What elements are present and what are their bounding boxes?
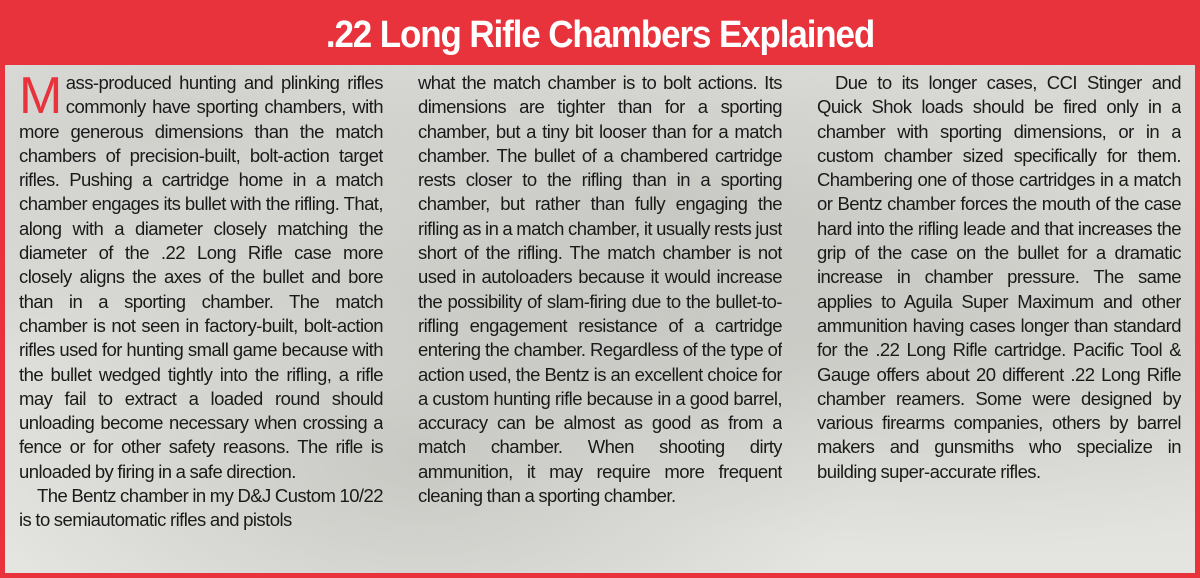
sidebar-title: .22 Long Rifle Chambers Explained xyxy=(325,13,875,56)
column-2 xyxy=(418,71,782,571)
column-1-paragraph-1 xyxy=(19,71,383,484)
drop-cap: M xyxy=(19,71,62,125)
column-2-paragraph-1: what the match chamber is to bolt actions. Its dimensions are tighter than for a sporting chamber, but a tiny bit looser than for a match chamber. The bullet of a chambered cartridge rests closer to the rifling than in a sporting chamber, but rather than fully engaging the rifling as in a match chamber, it usually rests just short of the rifling. The match chamber is not used in autoloaders because it would increase the possibility of slam-firing due to the bullet-to-rifling engagement resistance of a cartridge entering the chamber. Regardless of the type of action used, the Bentz is an excellent choice for a custom hunting rifle because in a good barrel, accuracy can be almost as good as from a match chamber. When shooting dirty ammunition, it may require more frequent cleaning than a sporting chamber. xyxy=(418,72,782,507)
column-3 xyxy=(817,71,1181,571)
column-1-paragraph-1-text: ass-produced hunting and plinking rifles commonly have sporting chambers, with more generous dimensions than the match chambers of precision-built, bolt-action target rifles. Pushing a cartridge home in a match chamber engages its bullet with the rifling. That, along with a diameter closely matching the diameter of the .22 Long Rifle case more closely aligns the axes of the bullet and bore than in a sporting chamber. The match chamber is not seen in factory-built, bolt-action rifles used for hunting small game because with the bullet wedged tightly into the rifling, a rifle may fail to extract a loaded round should unloading become necessary when crossing a fence or for other safety reasons. The rifle is unloaded by firing in a safe direction. xyxy=(19,72,383,482)
column-1-paragraph-2: The Bentz chamber in my D&J Custom 10/22 is to semiautomatic rifles and pistols xyxy=(19,485,383,531)
text-columns xyxy=(19,71,1181,571)
column-3-paragraph-1: Due to its longer cases, CCI Stinger and Quick Shok loads should be fired only in a chamber with sporting dimensions, or in a custom chamber sized specifically for them. Chambering one of those cartridges in a match or Bentz chamber forces the mouth of the case hard into the rifling leade and that increases the grip of the case on the bullet for a dramatic increase in chamber pressure. The same applies to Aguila Super Maximum and other ammunition having cases longer than standard for the .22 Long Rifle cartridge. Pacific Tool & Gauge offers about 20 different .22 Long Rifle chamber reamers. Some were designed by various firearms companies, others by barrel makers and gunsmiths who specialize in building super-accurate rifles. xyxy=(817,72,1181,482)
column-1 xyxy=(19,71,383,571)
title-bar xyxy=(5,5,1195,65)
